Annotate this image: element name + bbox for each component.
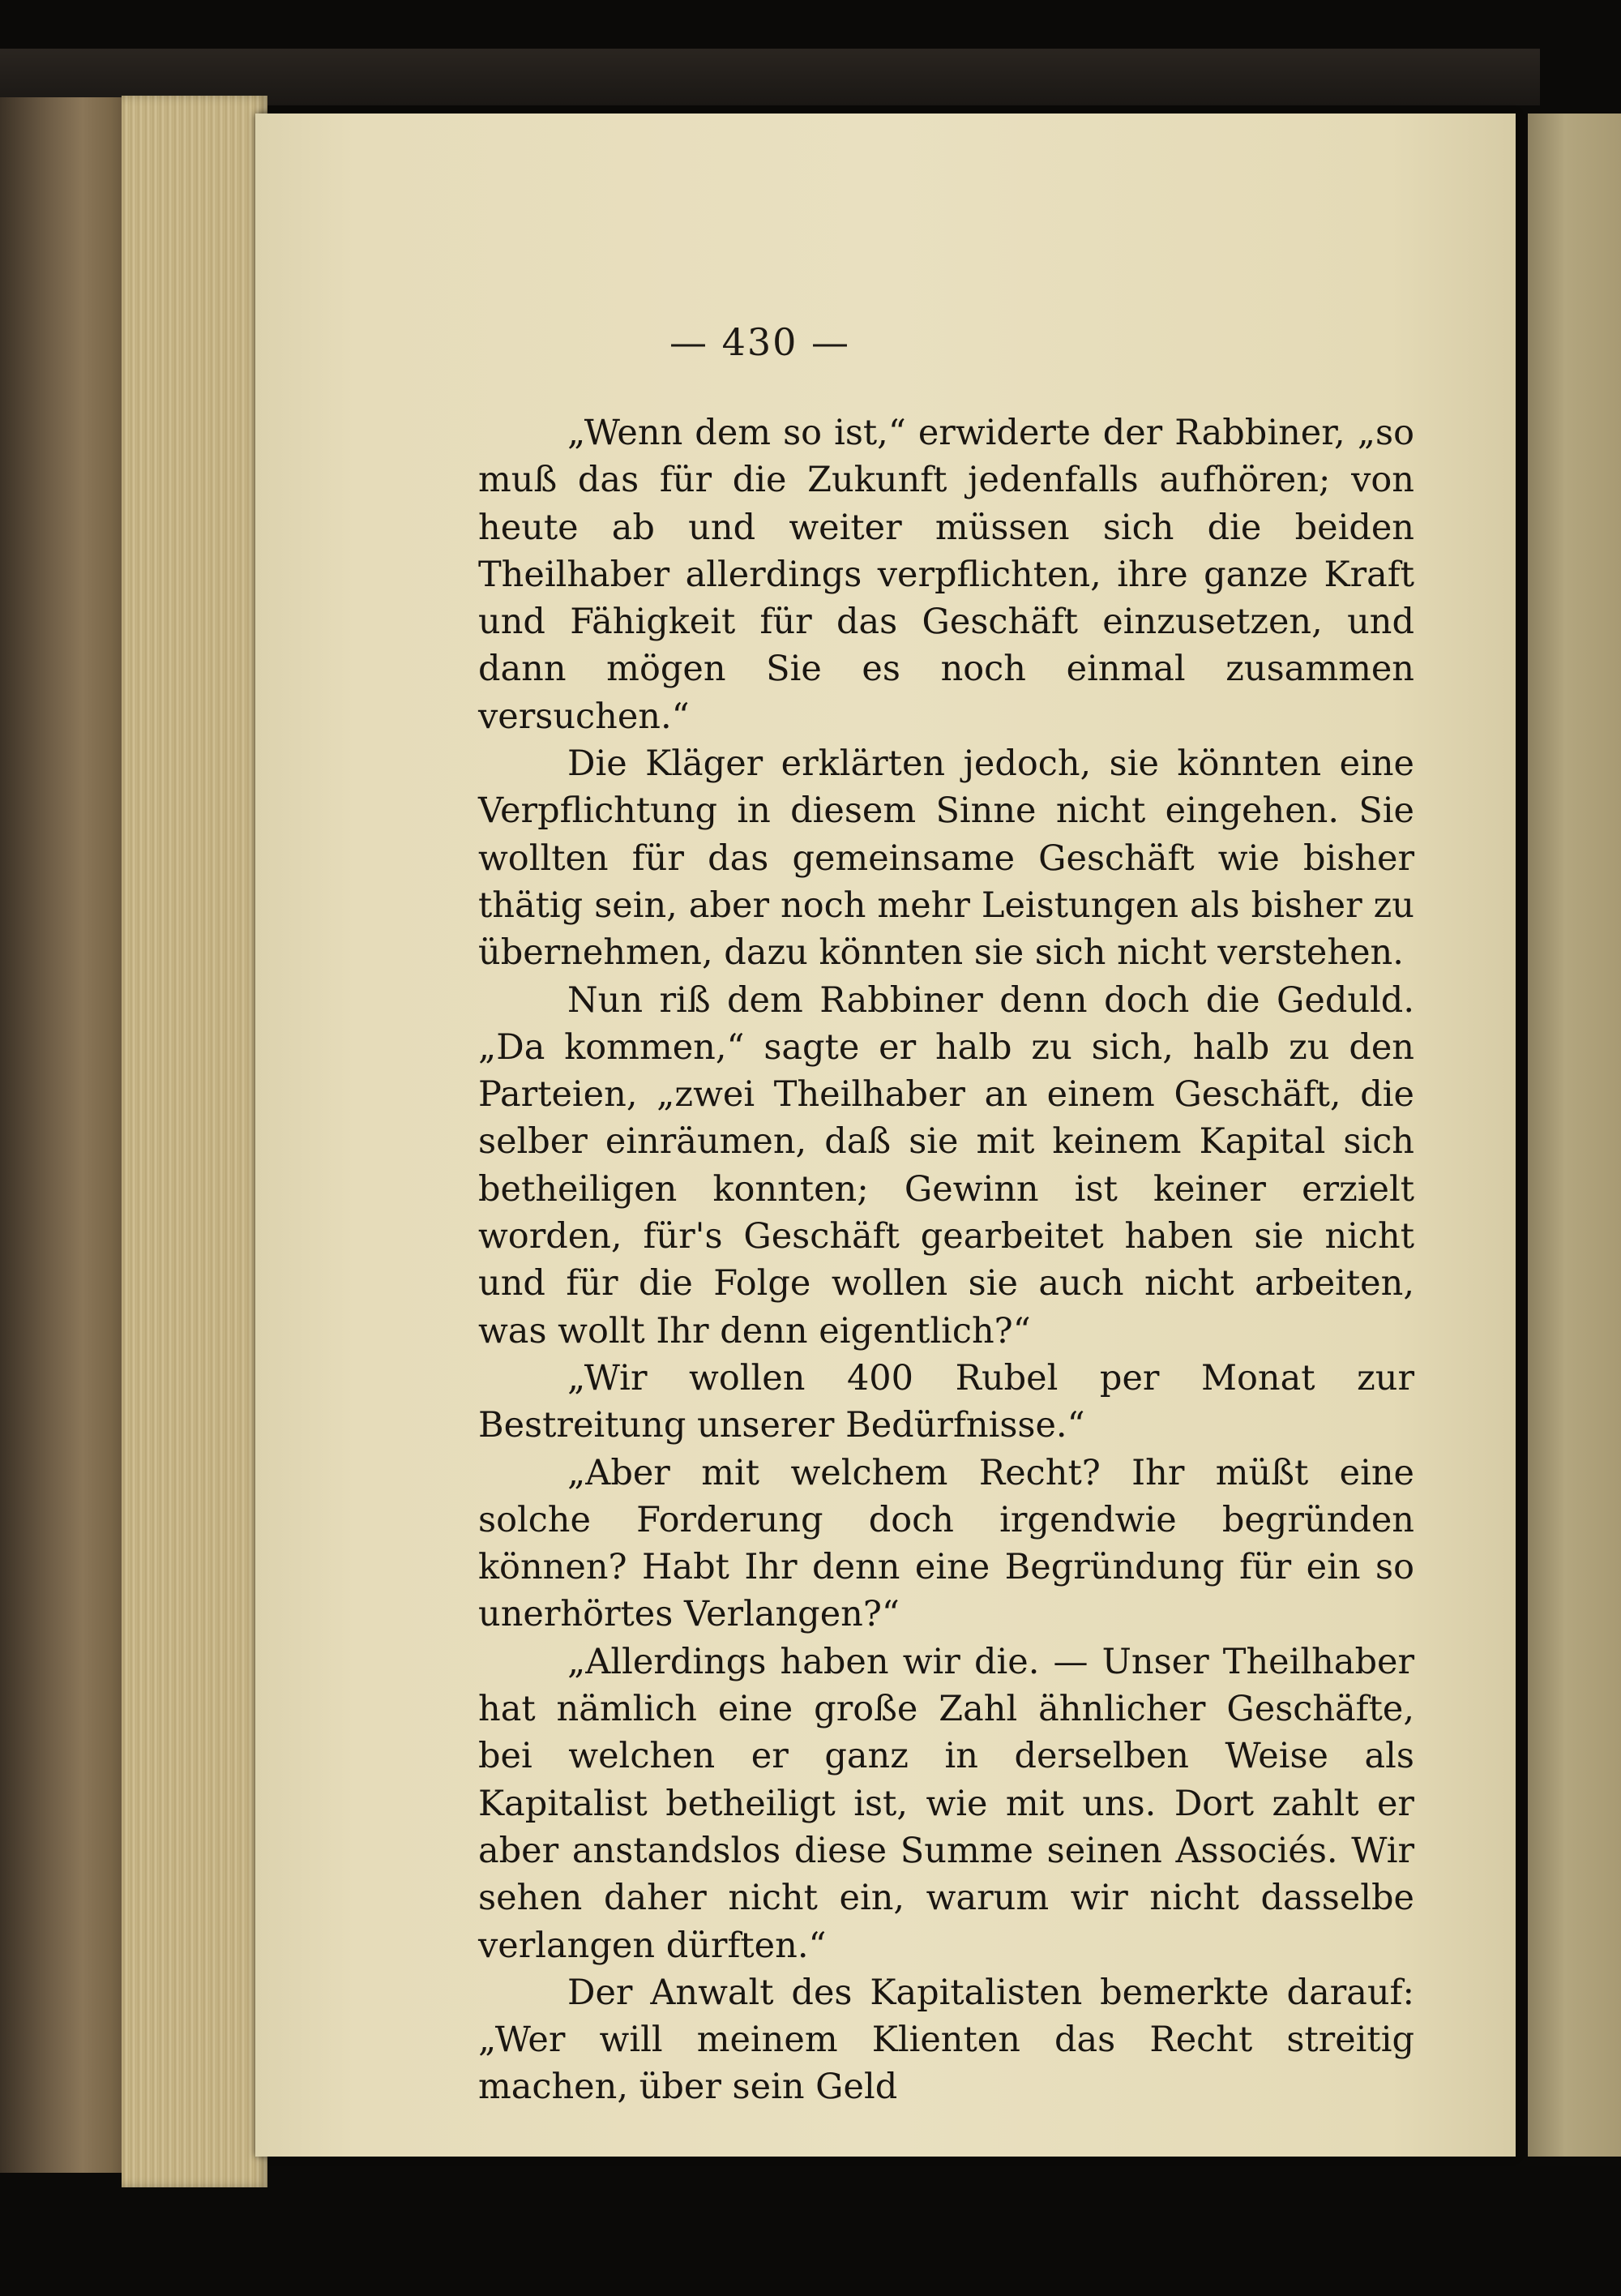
paragraph: „Aber mit welchem Recht? Ihr müßt eine solche Forderung doch irgendwie begründen können? Habt Ihr denn eine Begründung für ein so unerhörtes Verlangen?“	[478, 1452, 1414, 1635]
paragraph: Der Anwalt des Kapitalisten bemerkte darauf: „Wer will meinem Klienten das Recht streitig machen, über sein Geld	[478, 1972, 1414, 2108]
book-spine	[0, 97, 138, 2173]
paragraph: Nun riß dem Rabbiner denn doch die Geduld. „Da kommen,“ sagte er halb zu sich, halb zu den Parteien, „zwei Theilhaber an einem Geschäft, die selber einräumen, daß sie mit keinem Kapital sich betheiligen konnten; Gewinn ist keiner erzielt worden, für's Geschäft gearbeitet haben sie nicht und für die Folge wollen sie auch nicht arbeiten, was wollt Ihr denn eigentlich?“	[478, 979, 1414, 1351]
page-edges	[122, 96, 267, 2187]
page-text	[478, 409, 1414, 2111]
paragraph: „Wenn dem so ist,“ erwiderte der Rabbiner, „so muß das für die Zukunft jedenfalls aufhören; von heute ab und weiter müssen sich die beiden Theilhaber allerdings verpflichten, ihre ganze Kraft und Fähigkeit für das Geschäft einzusetzen, und dann mögen Sie es noch einmal zusammen versuchen.“	[478, 413, 1414, 737]
facing-page-edge	[1528, 114, 1621, 2157]
page-number: — 430 —	[669, 320, 851, 364]
paragraph: Die Kläger erklärten jedoch, sie könnten eine Verpflichtung in diesem Sinne nicht eingehen. Sie wollten für das gemeinsame Geschäft wie bisher thätig sein, aber noch mehr Leistungen als bisher zu übernehmen, dazu könnten sie sich nicht verstehen.	[478, 743, 1414, 974]
paragraph: „Allerdings haben wir die. — Unser Theilhaber hat nämlich eine große Zahl ähnlicher Geschäfte, bei welchen er ganz in derselben Weise als Kapitalist betheiligt ist, wie mit uns. Dort zahlt er aber anstandslos diese Summe seinen Associés. Wir sehen daher nicht ein, warum wir nicht dasselbe verlangen dürften.“	[478, 1641, 1414, 1966]
paragraph: „Wir wollen 400 Rubel per Monat zur Bestreitung unserer Bedürfnisse.“	[478, 1357, 1414, 1446]
